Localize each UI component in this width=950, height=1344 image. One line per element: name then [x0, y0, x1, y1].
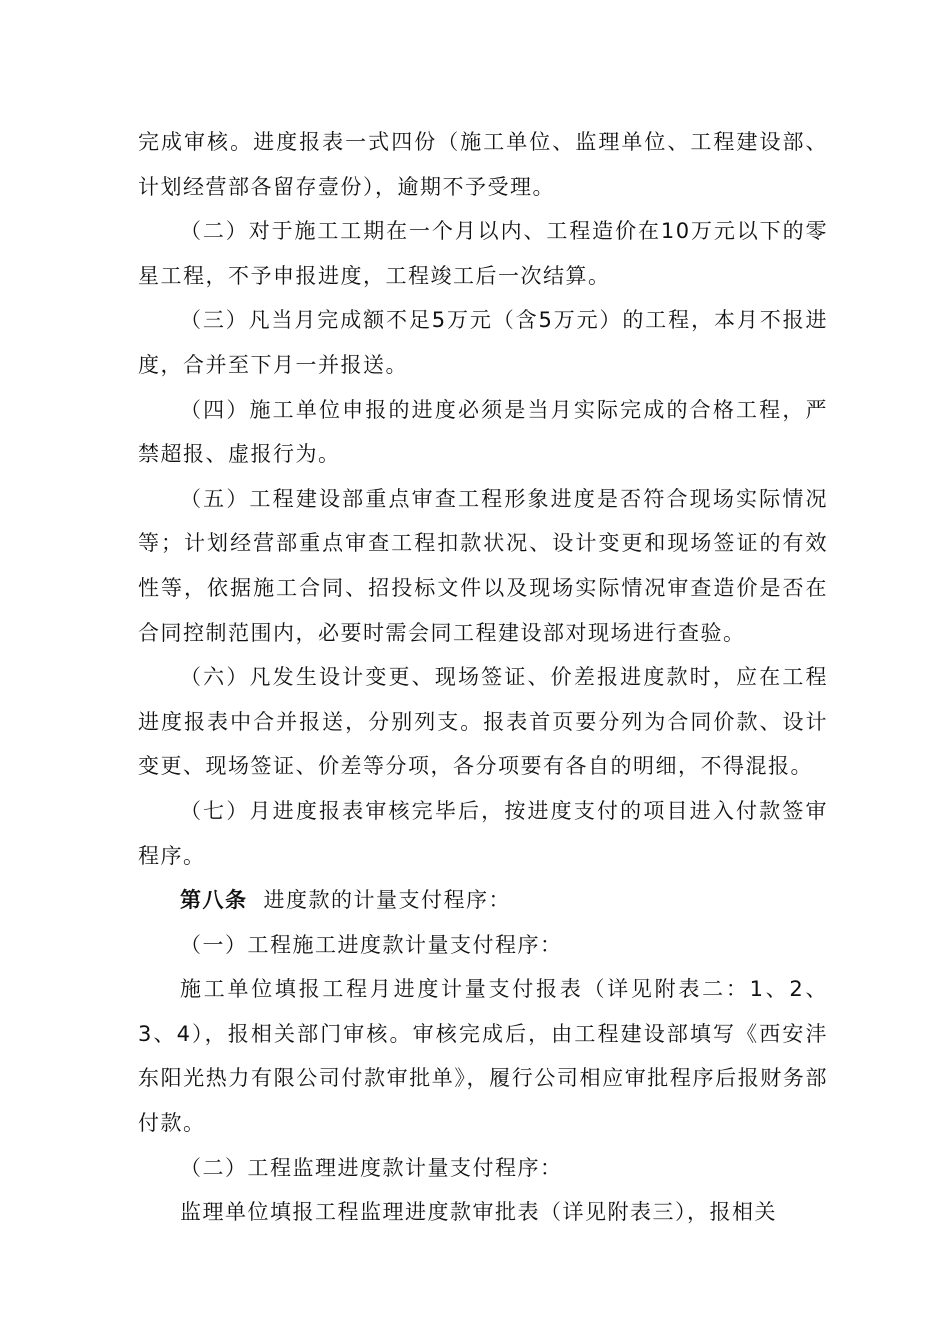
paragraph-item-2: （二）对于施工工期在一个月以内、工程造价在10万元以下的零星工程，不予申报进度，工程竣工后一次结算。 — [138, 219, 828, 288]
document-body — [138, 120, 828, 1235]
paragraph-item-7: （七）月进度报表审核完毕后，按进度支付的项目进入付款签审程序。 — [138, 798, 828, 868]
paragraph-item-5: （五）工程建设部重点审查工程形象进度是否符合现场实际情况等；计划经营部重点审查工程扣款状况、设计变更和现场签证的有效性等，依据施工合同、招投标文件以及现场实际情况审查造价是否在合同控制范围内，必要时需会同工程建设部对现场进行查验。 — [138, 486, 828, 645]
paragraph-8-2-heading: （二）工程监理进度款计量支付程序： — [180, 1155, 563, 1180]
paragraph-item-6: （六）凡发生设计变更、现场签证、价差报进度款时，应在工程进度报表中合并报送，分别列支。报表首页要分列为合同价款、设计变更、现场签证、价差等分项，各分项要有各自的明细，不得混报。 — [138, 665, 828, 779]
paragraph-8-1-body: 施工单位填报工程月进度计量支付报表（详见附表二：1、2、3、4），报相关部门审核。审核完成后，由工程建设部填写《西安沣东阳光热力有限公司付款审批单》，履行公司相应审批程序后报财务部付款。 — [138, 977, 828, 1136]
paragraph-8-1-heading: （一）工程施工进度款计量支付程序： — [180, 932, 563, 957]
article-8-heading: 第八条 — [180, 888, 248, 913]
article-8-line — [138, 878, 828, 923]
article-8-title: 进度款的计量支付程序： — [263, 888, 511, 913]
paragraph-item-3: （三）凡当月完成额不足5万元（含5万元）的工程，本月不报进度，合并至下月一并报送。 — [138, 308, 828, 377]
paragraph-8-2-body: 监理单位填报工程监理进度款审批表（详见附表三），报相关 — [180, 1200, 777, 1225]
paragraph-item-4: （四）施工单位申报的进度必须是当月实际完成的合格工程，严禁超报、虚报行为。 — [138, 397, 828, 467]
paragraph-review-complete: 完成审核。进度报表一式四份（施工单位、监理单位、工程建设部、计划经营部各留存壹份），逾期不予受理。 — [138, 130, 828, 199]
